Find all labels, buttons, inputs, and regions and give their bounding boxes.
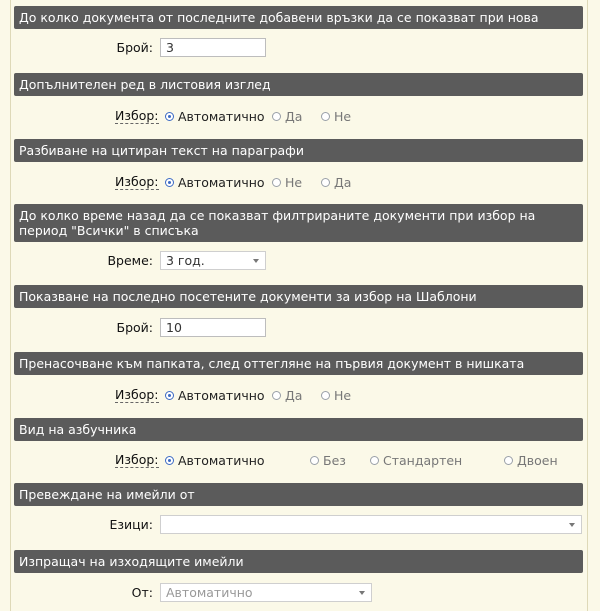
time-back-select[interactable] (160, 251, 266, 270)
count1-label: Брой: (116, 40, 153, 55)
radio-selected-icon (165, 178, 174, 187)
chevron-down-icon (253, 259, 259, 263)
extra-row-label: Избор: (115, 108, 159, 123)
redirect-option-no[interactable] (321, 388, 351, 403)
redirect-option-auto[interactable] (165, 388, 265, 403)
section-title: До колко документа от последните добавени връзки да се показват при нова (19, 10, 539, 25)
radio-icon (321, 391, 330, 400)
section-header-split-quote (14, 139, 583, 162)
section-header-translate (14, 483, 583, 506)
sender-select[interactable] (160, 583, 372, 602)
section-header-redirect (14, 352, 583, 375)
section-title: Пренасочване към папката, след оттегляне на първия документ в нишката (19, 356, 525, 371)
extra-row-option-yes[interactable] (272, 109, 302, 124)
section-title: Изпращач на изходящите имейли (19, 554, 244, 569)
section-header-recent-links (14, 6, 583, 29)
option-label: Да (285, 388, 303, 403)
radio-selected-icon (165, 391, 174, 400)
radio-icon (370, 456, 379, 465)
section-title: До колко време назад да се показват филтрираните документи при избор на период "Всички" в списъка (19, 208, 536, 238)
radio-icon (272, 112, 281, 121)
option-label: Да (334, 175, 352, 190)
option-label: Автоматично (178, 453, 265, 468)
alphabet-option-auto[interactable] (165, 453, 265, 468)
option-label: Автоматично (178, 388, 265, 403)
extra-row-option-no[interactable] (321, 109, 351, 124)
section-title: Показване на последно посетените документи за избор на Шаблони (19, 289, 477, 304)
languages-label: Езици: (109, 517, 153, 532)
extra-row-option-auto[interactable] (165, 109, 265, 124)
radio-selected-icon (165, 112, 174, 121)
section-title: Разбиване на цитиран текст на параграфи (19, 143, 304, 158)
option-label: Автоматично (178, 109, 265, 124)
radio-icon (321, 178, 330, 187)
count2-input[interactable]: 10 (160, 318, 266, 337)
option-label: Стандартен (383, 453, 463, 468)
option-label: Без (323, 453, 346, 468)
alphabet-option-standard[interactable] (370, 453, 462, 468)
alphabet-option-double[interactable] (504, 453, 558, 468)
radio-icon (321, 112, 330, 121)
redirect-option-yes[interactable] (272, 388, 302, 403)
split-quote-option-yes[interactable] (321, 175, 351, 190)
split-quote-option-no[interactable] (272, 175, 302, 190)
radio-icon (272, 178, 281, 187)
option-label: Двоен (517, 453, 558, 468)
option-label: Да (285, 109, 303, 124)
alphabet-label: Избор: (115, 452, 159, 467)
time-back-label: Време: (107, 253, 153, 268)
section-title: Допълнителен ред в листовия изглед (19, 77, 271, 92)
chevron-down-icon (569, 523, 575, 527)
split-quote-label: Избор: (115, 174, 159, 189)
option-label: Автоматично (178, 175, 265, 190)
radio-icon (272, 391, 281, 400)
chevron-down-icon (359, 591, 365, 595)
radio-icon (310, 456, 319, 465)
section-header-time-back (14, 204, 583, 242)
split-quote-option-auto[interactable] (165, 175, 265, 190)
sender-label: От: (131, 585, 153, 600)
redirect-label: Избор: (115, 387, 159, 402)
section-header-sender (14, 550, 583, 573)
count2-label: Брой: (116, 320, 153, 335)
option-label: Не (334, 109, 352, 124)
radio-selected-icon (165, 456, 174, 465)
option-label: Не (285, 175, 303, 190)
section-title: Превеждане на имейли от (19, 487, 195, 502)
languages-select[interactable] (160, 515, 582, 534)
select-value: 3 год. (166, 253, 205, 268)
option-label: Не (334, 388, 352, 403)
alphabet-option-none[interactable] (310, 453, 346, 468)
section-header-extra-row (14, 73, 583, 96)
select-value: Автоматично (166, 585, 253, 600)
section-header-alphabet (14, 418, 583, 441)
section-title: Вид на азбучника (19, 422, 137, 437)
section-header-recent-templates (14, 285, 583, 308)
radio-icon (504, 456, 513, 465)
count1-input[interactable]: 3 (160, 38, 266, 57)
